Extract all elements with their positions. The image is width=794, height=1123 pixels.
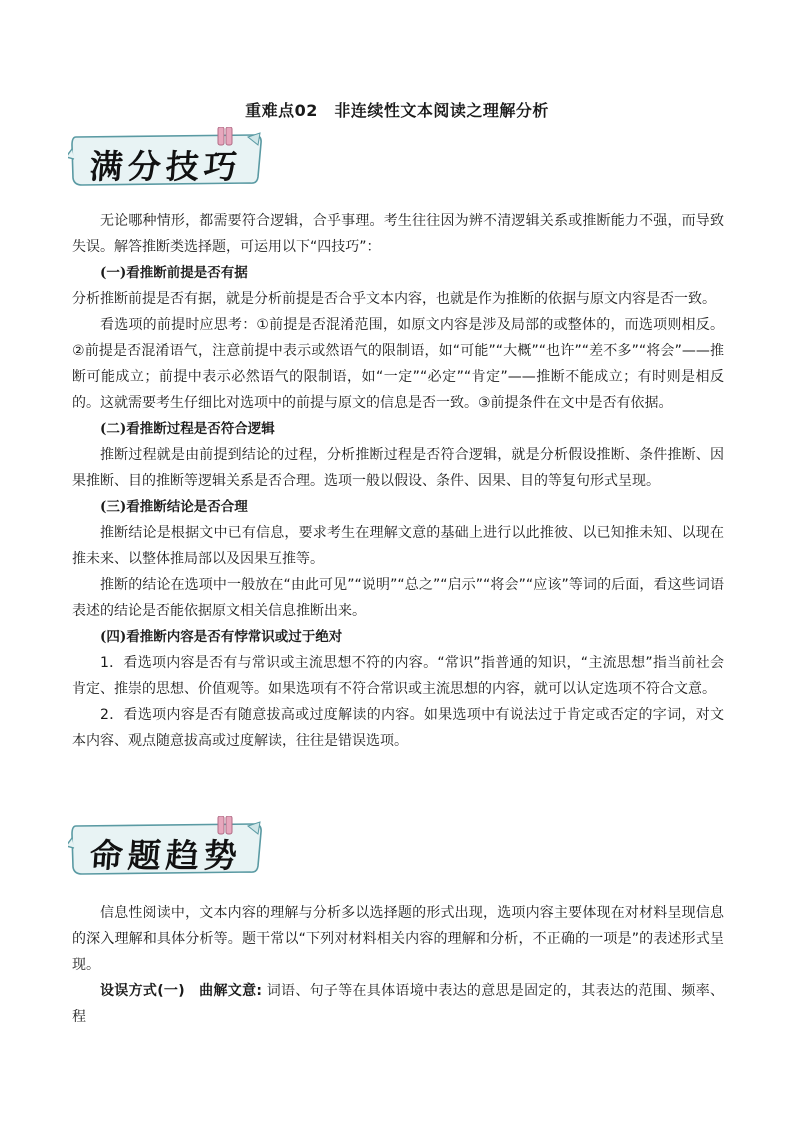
paragraph: 推断过程就是由前提到结论的过程，分析推断过程是否符合逻辑，就是分析假设推断、条件推断、因果推断、目的推断等逻辑关系是否合理。选项一般以假设、条件、因果、目的等复句形式呈现。 [72, 447, 724, 489]
subheading: (三)看推断结论是否合理 [100, 499, 248, 515]
section-banner-tips [68, 127, 264, 189]
paragraph: 2．看选项内容是否有随意拔高或过度解读的内容。如果选项中有说法过于肯定或否定的字词，对文本内容、观点随意拔高或过度解读，往往是错误选项。 [72, 707, 724, 749]
subheading: (四)看推断内容是否有悖常识或过于绝对 [100, 629, 343, 645]
method-label: 设误方式(一) 曲解文意: [100, 983, 262, 999]
paragraph: 无论哪种情形，都需要符合逻辑，合乎事理。考生往往因为辨不清逻辑关系或推断能力不强，而导致失误。解答推断类选择题，可运用以下“四技巧”： [72, 213, 724, 255]
paragraph: 分析推断前提是否有据，就是分析前提是否合乎文本内容，也就是作为推断的依据与原文内容是否一致。 [72, 291, 716, 307]
banner-title: 满分技巧 [88, 147, 244, 186]
tips-section [72, 208, 724, 754]
paragraph: 推断的结论在选项中一般放在“由此可见”“说明”“总之”“启示”“将会”“应该”等词的后面，看这些词语表述的结论是否能依据原文相关信息推断出来。 [72, 577, 724, 619]
paragraph [72, 978, 724, 1030]
paragraph: 推断结论是根据文中已有信息，要求考生在理解文意的基础上进行以此推彼、以已知推未知、以现在推未来、以整体推局部以及因果互推等。 [72, 525, 724, 567]
banner-title: 命题趋势 [88, 836, 244, 875]
method-text: 词语、句子等在具体语境中表达的意思是固定的，其表达的范围、频率、程 [72, 983, 724, 1025]
section-banner-trend [68, 816, 264, 878]
subheading: (二)看推断过程是否符合逻辑 [100, 421, 275, 437]
paragraph: 1．看选项内容是否有与常识或主流思想不符的内容。“常识”指普通的知识，“主流思想”指当前社会肯定、推崇的思想、价值观等。如果选项有不符合常识或主流思想的内容，就可以认定选项不符合文意。 [72, 655, 724, 697]
document-title: 重难点02 非连续性文本阅读之理解分析 [245, 101, 549, 120]
paragraph: 看选项的前提时应思考：①前提是否混淆范围，如原文内容是涉及局部的或整体的，而选项则相反。②前提是否混淆语气，注意前提中表示或然语气的限制语，如“可能”“大概”“也许”“差不多”“将会”——推断可能成立；前提中表示必然语气的限制语，如“一定”“必定”“肯定”——推断不能成立；有时则是相反的。这就需要考生仔细比对选项中的前提与原文的信息是否一致。③前提条件在文中是否有依据。 [72, 317, 724, 411]
trend-section [72, 900, 724, 1030]
subheading: (一)看推断前提是否有据 [100, 265, 248, 281]
paragraph: 信息性阅读中，文本内容的理解与分析多以选择题的形式出现，选项内容主要体现在对材料呈现信息的深入理解和具体分析等。题干常以“下列对材料相关内容的理解和分析，不正确的一项是”的表述形式呈现。 [72, 905, 724, 973]
